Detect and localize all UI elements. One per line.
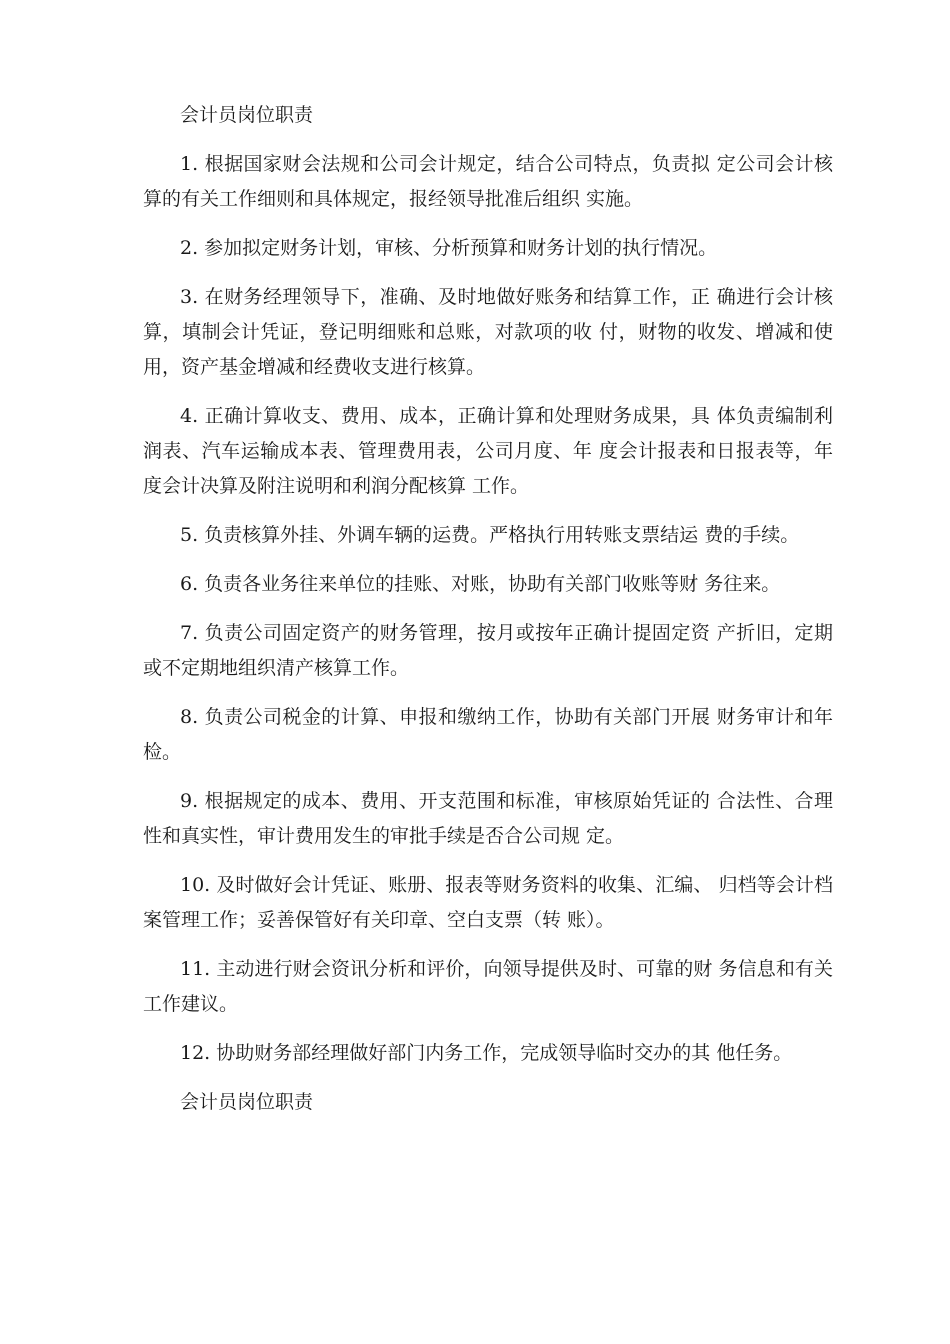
- duty-item-6: 6. 负责各业务往来单位的挂账、对账，协助有关部门收账等财 务往来。: [180, 573, 781, 595]
- document-footer-title: 会计员岗位职责: [180, 1091, 314, 1113]
- duty-item-4: 4. 正确计算收支、费用、成本，正确计算和处理财务成果，具 体负责编制利润表、汽车运输成本表、管理费用表，公司月度、年 度会计报表和日报表等，年度会计决算及附注说明和利润分配核算 工作。: [143, 405, 833, 497]
- duty-item-10: 10. 及时做好会计凭证、账册、报表等财务资料的收集、汇编、 归档等会计档案管理工作；妥善保管好有关印章、空白支票（转 账）。: [143, 874, 833, 931]
- duty-item-8: 8. 负责公司税金的计算、申报和缴纳工作，协助有关部门开展 财务审计和年检。: [143, 706, 833, 763]
- duty-item-7: 7. 负责公司固定资产的财务管理，按月或按年正确计提固定资 产折旧，定期或不定期地组织清产核算工作。: [143, 622, 833, 679]
- duty-item-1: 1. 根据国家财会法规和公司会计规定，结合公司特点，负责拟 定公司会计核算的有关工作细则和具体规定，报经领导批准后组织 实施。: [143, 153, 833, 210]
- duty-item-12: 12. 协助财务部经理做好部门内务工作，完成领导临时交办的其 他任务。: [180, 1042, 793, 1064]
- duty-item-2: 2. 参加拟定财务计划，审核、分析预算和财务计划的执行情况。: [180, 237, 718, 259]
- duty-item-3: 3. 在财务经理领导下，准确、及时地做好账务和结算工作，正 确进行会计核算，填制会计凭证，登记明细账和总账，对款项的收 付，财物的收发、增减和使用，资产基金增减和经费收支进行核算。: [143, 286, 833, 378]
- duty-item-11: 11. 主动进行财会资讯分析和评价，向领导提供及时、可靠的财 务信息和有关工作建议。: [143, 958, 833, 1015]
- duty-item-9: 9. 根据规定的成本、费用、开支范围和标准，审核原始凭证的 合法性、合理性和真实性，审计费用发生的审批手续是否合公司规 定。: [143, 790, 833, 847]
- duty-item-5: 5. 负责核算外挂、外调车辆的运费。严格执行用转账支票结运 费的手续。: [180, 524, 800, 546]
- document-title: 会计员岗位职责: [180, 104, 314, 126]
- document-body: [143, 98, 833, 1120]
